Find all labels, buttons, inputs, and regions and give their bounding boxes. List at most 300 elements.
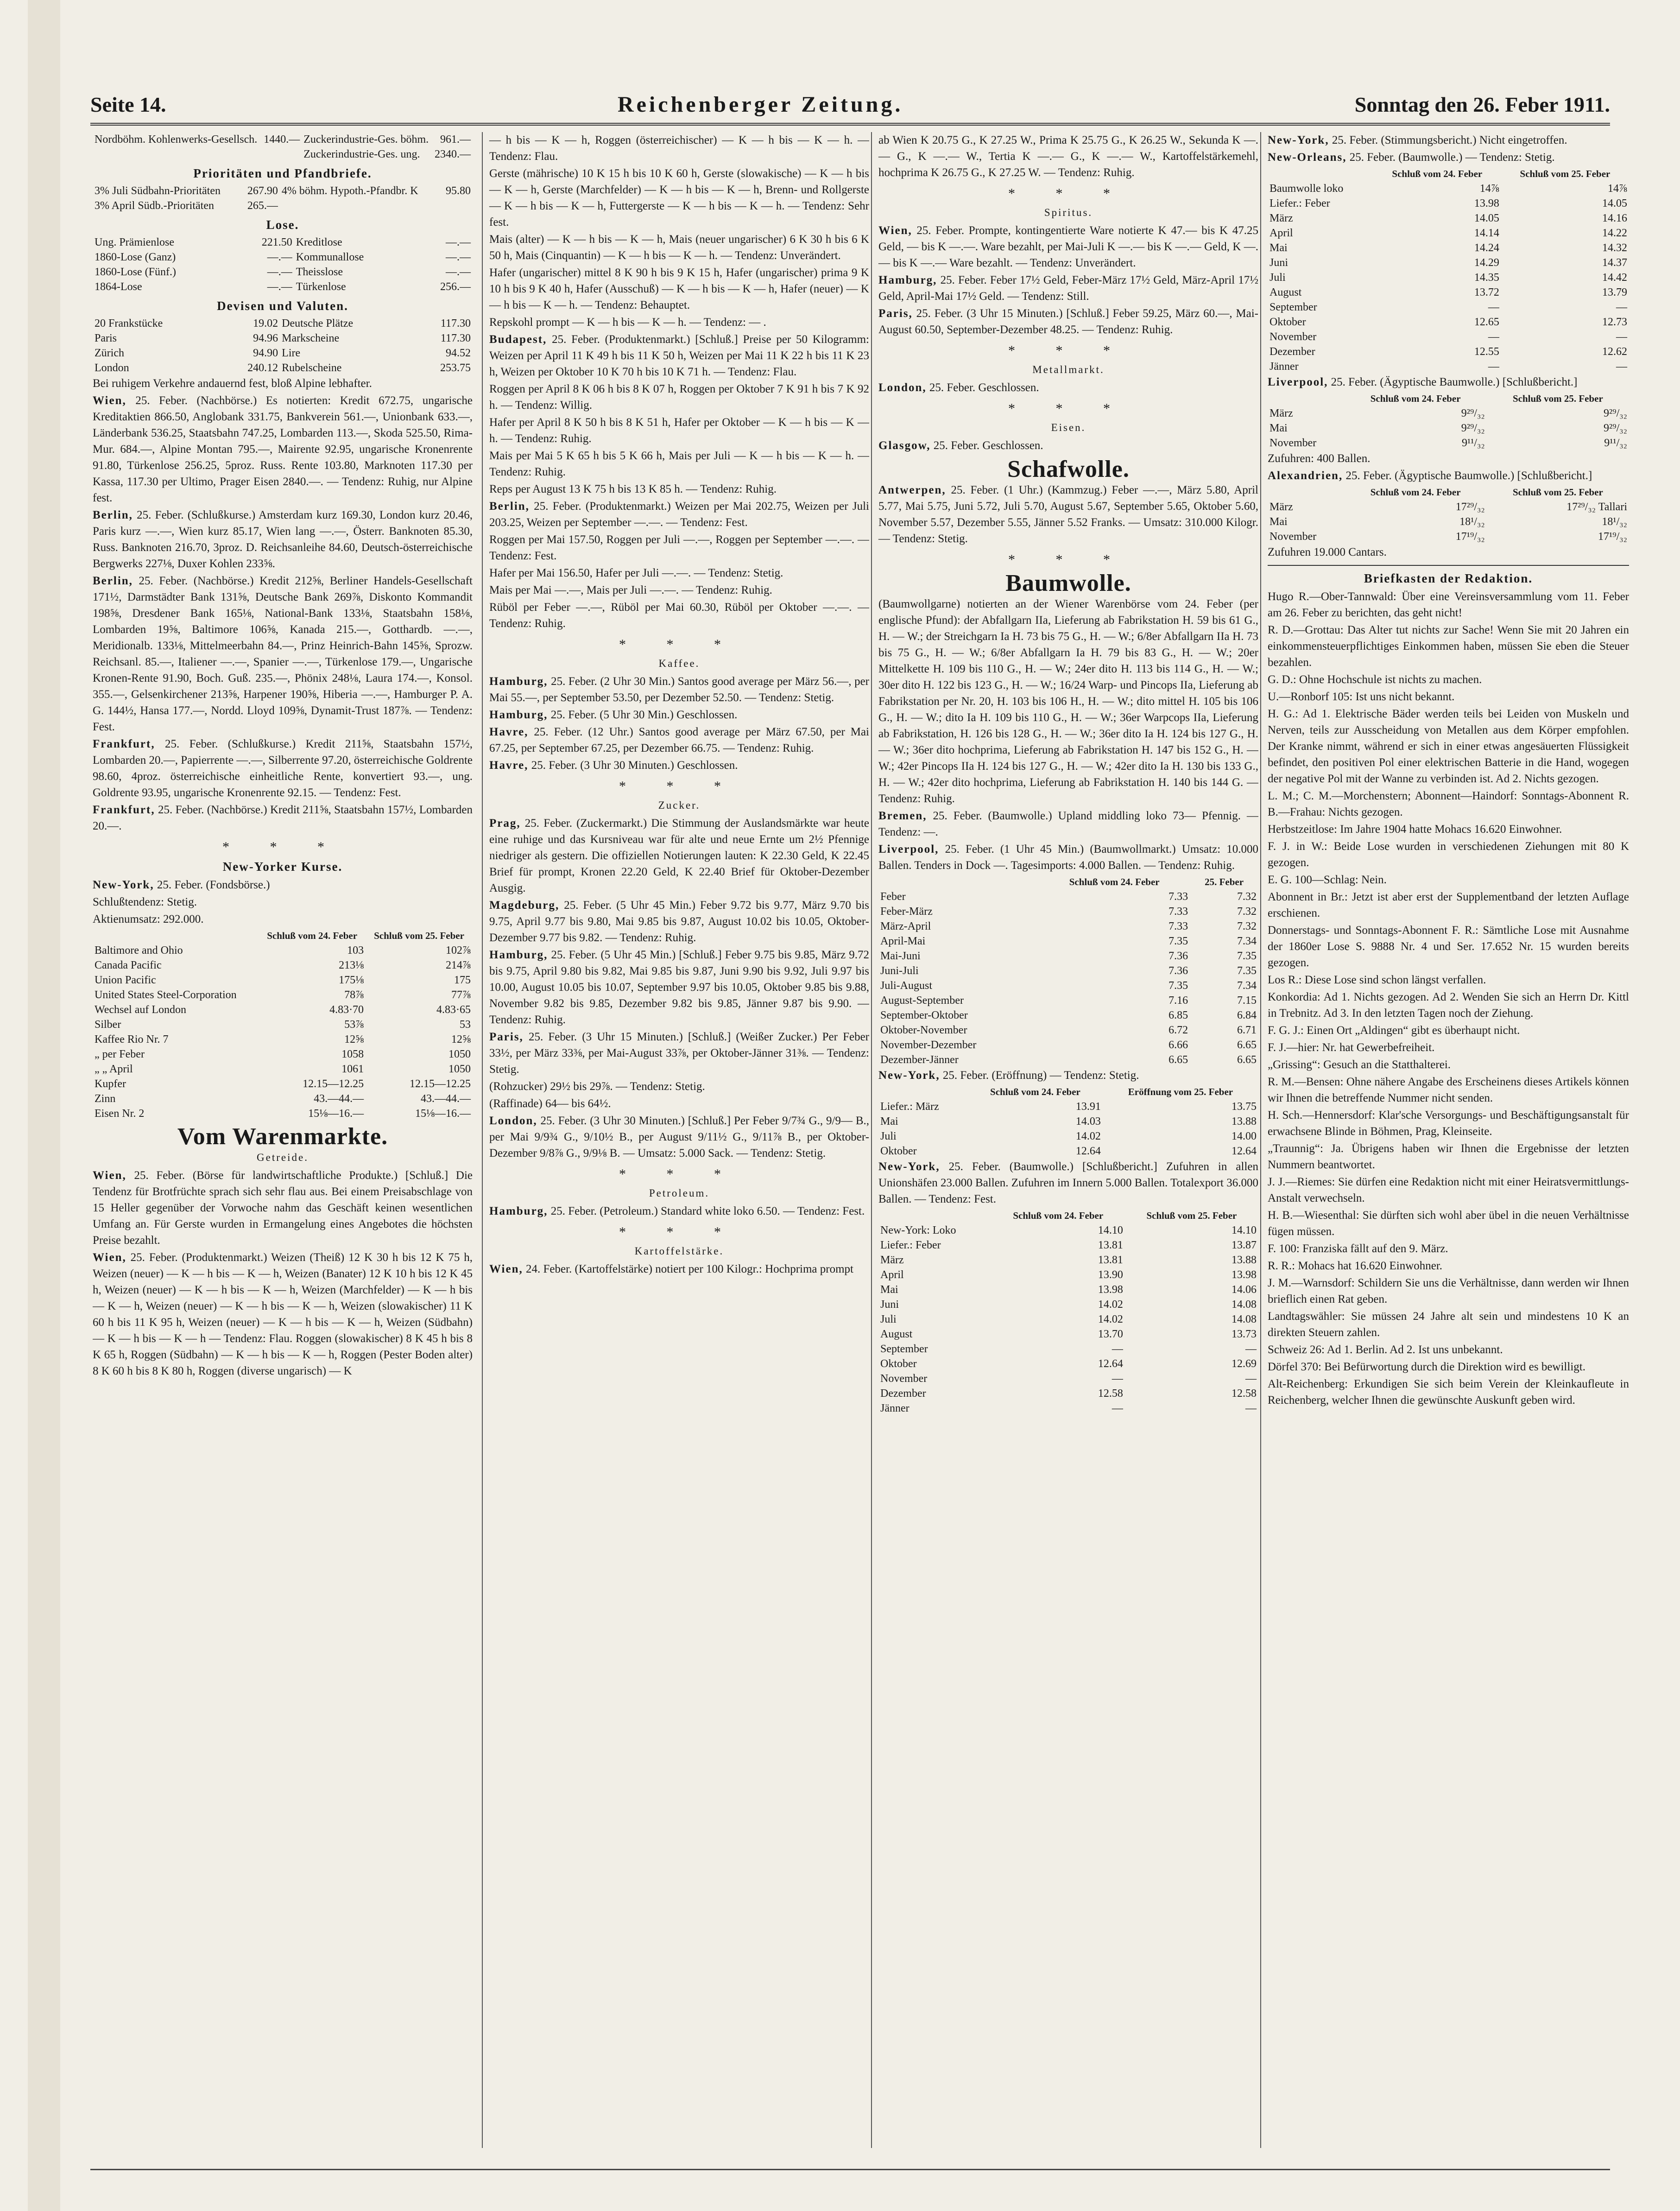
report-baumwollgarne: (Baumwollgarne) notierten an der Wiener Warenbörse vom 24. Feber (per englische Pfund): der Abfallgarn IIa, Lieferung ab Fabrikstation H. 59 bis 61 G., H. — W.; der Streichgarn Ia H. 73 bis 75 G., H. — W.; 6/8er Abfallgarn IIa H. 73 bis 75 G., H. — W.; 6/8er Abfallgarn Ia H. 79 bis 83 G., H. — W.; 20er Mittelkette H. 109 bis 110 G., H. — W.; 24er dito H. 113 bis 114 G., H. — W.; 30er dito H. 122 bis 123 G., H. — W.; 16/24 Warp- und Pincops IIa, Lieferung ab Fabrikstation per Nr. 20, H. 103 bis 106 H., H. — W.; dito mittel H. 105 bis 106 G., H. — W.; dito Ia H. 109 bis 110 G., H. — W.; 36er Warpcops IIa, Lieferung ab Fabrikstation, H. 126 bis 128 G., H. — W.; 36er dito Ia H. 124 bis 127 G., H. — W.; 36er dito hochprima, Lieferung ab Fabrikstation H. 147 bis 152 G., H. — W.; 42er Pincops IIa H. 124 bis 127 G., H. — W.; 42er dito Ia H. 130 bis 133 G., H. — W.; 42er dito hochprima, Lieferung ab Fabrikstation H. 140 bis 144 G. — Tendenz: Ruhig. bbox=[878, 598, 1258, 805]
berlin-rueboel: Rüböl per Feber —.—, Rüböl per Mai 60.30, Rüböl per Oktober —.—. — Tendenz: Ruhig. bbox=[489, 601, 869, 630]
briefkasten-entry: „Traunnig“: Ja. Übrigens haben wir Ihnen die Ergebnisse der letzten Nummern beantwortet. bbox=[1268, 1142, 1629, 1171]
table-cell: 1440.— bbox=[264, 133, 300, 146]
report-havre-1: Havre, 25. Feber. (12 Uhr.) Santos good average per März 67.50, per Mai 67.25, per September 67.25, per Dezember 66.75. — Tendenz: Ruhig. bbox=[489, 726, 869, 754]
table-cell: 1864-Lose bbox=[95, 281, 142, 293]
briefkasten-entry: L. M.; C. M.—Morchenstern; Abonnent—Haindorf: Sonntags-Abonnent R. B.—Frahau: Nichts gezogen. bbox=[1268, 790, 1629, 818]
table-cell: —.— bbox=[267, 266, 292, 278]
table-row bbox=[93, 1032, 473, 1047]
schafwolle-title: Schafwolle. bbox=[1007, 456, 1130, 482]
berlin-roggen: Roggen per Mai 157.50, Roggen per Juli —.—, Roggen per September —.—. — Tendenz: Fest. bbox=[489, 533, 869, 562]
table-cell: 13.88 bbox=[1232, 1115, 1257, 1128]
kartoffel-continued: ab Wien K 20.75 G., K 27.25 W., Prima K 25.75 G., K 26.25 W., Sekunda K —.— G., K —.— W., Tertia K —.— G., K —.— W., Kartoffelstärkemehl, hochprima K 26.75 G., K 27.25 W. — Tendenz: Ruhig. bbox=[878, 134, 1258, 179]
table-cell: Mai bbox=[880, 1115, 898, 1128]
table-cell: Canada Pacific bbox=[95, 959, 162, 971]
table-cell: —.— bbox=[446, 251, 471, 263]
briefkasten-entry: Donnerstags- und Sonntags-Abonnent F. R.: Sämtliche Lose mit Ausnahme der 1860er Lose S. 9888 Nr. 4 und Ser. 17.652 Nr. 15 wurden bereits gezogen. bbox=[1268, 924, 1629, 969]
table-cell: 2340.— bbox=[435, 148, 471, 160]
table-header-cell bbox=[1268, 166, 1373, 181]
table-header-cell: Schluß vom 24. Feber bbox=[1069, 876, 1160, 887]
table-cell: 103 bbox=[347, 944, 364, 957]
briefkasten-entry: Alt-Reichenberg: Erkundigen Sie sich beim Verein der Kleinkaufleute in Reichenberg, welcher Ihnen die gewünschte Auskunft geben wird. bbox=[1268, 1378, 1629, 1406]
report-wien-spiritus: Wien, 25. Feber. Prompte, kontingentierte Ware notierte K 47.— bis K 47.25 Geld, — bis K —.—. Ware bezahlt, per Mai-Juli K —.— bis K —.— Geld, K —.— bis K —.— Ware bezahlt. — Tendenz: Unverändert. bbox=[878, 224, 1258, 269]
briefkasten-entry: Abonnent in Br.: Jetzt ist aber erst der Supplementband der letzten Auflage erschienen. bbox=[1268, 891, 1629, 919]
table-cell: November bbox=[1269, 531, 1317, 543]
table-cell: — bbox=[1112, 1402, 1123, 1414]
briefkasten-entry: H. Sch.—Hennersdorf: Klar'sche Versorgungs- und Beschäftigungsanstalt für erwachsene Blinde in Böhmen, Prag, Kleinseite. bbox=[1268, 1109, 1629, 1138]
repskohl-report: Repskohl prompt — K — h bis — K — h. — Tendenz: — . bbox=[489, 316, 766, 329]
table-row bbox=[93, 1017, 473, 1032]
separator-stars: * * * bbox=[619, 1166, 739, 1182]
table-cell: Oktober bbox=[1269, 316, 1306, 328]
table-cell: Türkenlose bbox=[296, 281, 346, 293]
table-cell: 14.00 bbox=[1232, 1130, 1257, 1142]
table-cell: Eisen Nr. 2 bbox=[95, 1108, 145, 1120]
table-header-row bbox=[1268, 485, 1629, 500]
table-row bbox=[1268, 196, 1629, 211]
table-cell: Juli-August bbox=[880, 980, 933, 992]
table-row bbox=[878, 1038, 1258, 1052]
table-cell: 13.98 bbox=[1232, 1269, 1257, 1281]
report-liverpool: Liverpool, 25. Feber. (1 Uhr 45 Min.) (Baumwollmarkt.) Umsatz: 10.000 Ballen. Tenders in Dock —. Tagesimports: 4.000 Ballen. — Tendenz: Ruhig. bbox=[878, 843, 1258, 872]
table-row bbox=[1268, 500, 1629, 514]
table-cell: Juni bbox=[1269, 257, 1288, 269]
table-cell: 7.33 bbox=[1168, 906, 1188, 918]
table-cell: — bbox=[1616, 361, 1627, 373]
shares-table bbox=[93, 132, 473, 162]
table-row bbox=[93, 331, 473, 346]
table-header-cell bbox=[878, 874, 1039, 889]
table-row bbox=[878, 1223, 1258, 1238]
table-cell: Union Pacific bbox=[95, 974, 156, 986]
table-row bbox=[93, 1077, 473, 1091]
table-cell: 7.32 bbox=[1237, 891, 1257, 903]
report-ny-eroeffnung: New-York, 25. Feber. (Eröffnung) — Tendenz: Stetig. bbox=[878, 1069, 1139, 1082]
table-cell: 7.34 bbox=[1237, 980, 1257, 992]
table-cell: Juni-Juli bbox=[880, 965, 919, 977]
table-cell: 3% April Südb.-Prioritäten bbox=[95, 200, 214, 212]
table-cell: 9²⁹/₃₂ bbox=[1604, 422, 1627, 434]
table-cell: 13.73 bbox=[1232, 1328, 1257, 1340]
table-cell: Oktober bbox=[880, 1145, 917, 1157]
table-cell: Markscheine bbox=[282, 332, 340, 344]
table-cell: Juli bbox=[880, 1130, 897, 1142]
table-cell: 6.72 bbox=[1168, 1024, 1188, 1036]
table-cell: 7.35 bbox=[1237, 965, 1257, 977]
table-cell: Kreditlose bbox=[296, 236, 342, 248]
table-row bbox=[1268, 529, 1629, 544]
table-cell: 14.14 bbox=[1474, 227, 1499, 239]
table-row bbox=[93, 198, 473, 213]
table-cell: 12.73 bbox=[1602, 316, 1627, 328]
table-cell: Oktober bbox=[880, 1358, 917, 1370]
table-cell: 9¹¹/₃₂ bbox=[1461, 437, 1485, 449]
table-row bbox=[878, 1371, 1258, 1386]
column-2 bbox=[482, 132, 869, 2148]
table-header-cell bbox=[878, 1208, 992, 1223]
table-header-row bbox=[878, 874, 1258, 889]
spiritus-title: Spiritus. bbox=[1044, 207, 1093, 218]
paris-raffinade: (Raffinade) 64— bis 64½. bbox=[489, 1097, 611, 1110]
report-glasgow: Glasgow, 25. Feber. Geschlossen. bbox=[878, 439, 1043, 452]
table-header-cell: Schluß vom 24. Feber bbox=[1370, 393, 1461, 404]
table-cell: 12.64 bbox=[1232, 1145, 1257, 1157]
eisen-title: Eisen. bbox=[1051, 422, 1086, 433]
page-header bbox=[90, 86, 1610, 126]
paris-rohzucker: (Rohzucker) 29½ bis 29⅞. — Tendenz: Stetig. bbox=[489, 1080, 705, 1093]
table-cell: 1050 bbox=[448, 1063, 471, 1075]
ny-kurse-title: New-Yorker Kurse. bbox=[222, 860, 343, 874]
table-cell: 20 Frankstücke bbox=[95, 317, 163, 329]
table-cell: — bbox=[1245, 1373, 1257, 1385]
report-alexandrien: Alexandrien, 25. Feber. (Ägyptische Baumwolle.) [Schlußbericht.] bbox=[1268, 469, 1592, 482]
table-row bbox=[1268, 211, 1629, 226]
masthead: Reichenberger Zeitung. bbox=[617, 92, 903, 117]
table-cell: „ „ April bbox=[95, 1063, 133, 1075]
table-header-cell: Schluß vom 25. Feber bbox=[1512, 487, 1603, 498]
table-row bbox=[93, 147, 473, 162]
table-cell: Mai bbox=[1269, 422, 1288, 434]
table-cell: 78⅞ bbox=[344, 989, 364, 1001]
report-frankfurt-schlusskurse: Frankfurt, 25. Feber. (Schlußkurse.) Kredit 211⅝, Staatsbahn 157½, Lombarden 20.—, Papierrente —.—, Silberrente 97.20, österreichische Goldrente 98.60, 4proz. österreichische einheitliche Rente, konvertiert 93.—, ung. Goldrente 93.95, ungarische Kronenrente 92.15. — Tendenz: Fest. bbox=[93, 738, 473, 799]
table-cell: 17²⁹/₃₂ bbox=[1455, 501, 1485, 513]
separator-stars: * * * bbox=[619, 637, 739, 652]
table-cell: September bbox=[880, 1343, 928, 1355]
briefkasten-entry: F. G. J.: Einen Ort „Aldingen“ gibt es überhaupt nicht. bbox=[1268, 1024, 1520, 1037]
divider bbox=[1268, 565, 1629, 566]
table-cell: Dezember bbox=[880, 1387, 926, 1400]
table-cell: 12.58 bbox=[1232, 1387, 1257, 1400]
table-cell: September bbox=[1269, 301, 1317, 313]
briefkasten-entry: R. D.—Grottau: Das Alter tut nichts zur Sache! Wenn Sie mit 20 Jahren ein einkommensteuerpflichtiges Einkommen haben, müssen Sie eben die Steuer bezahlen. bbox=[1268, 624, 1629, 669]
metallmarkt-title: Metallmarkt. bbox=[1032, 364, 1105, 375]
separator-stars: * * * bbox=[619, 1224, 739, 1240]
report-frankfurt-nachboerse: Frankfurt, 25. Feber. (Nachbörse.) Kredit 211⅝, Staatsbahn 157½, Lombarden 20.—. bbox=[93, 804, 473, 832]
table-cell: 7.36 bbox=[1168, 965, 1188, 977]
table-row bbox=[878, 949, 1258, 963]
table-row bbox=[1268, 344, 1629, 359]
table-row bbox=[878, 1356, 1258, 1371]
report-bremen: Bremen, 25. Feber. (Baumwolle.) Upland middling loko 73— Pfennig. — Tendenz: —. bbox=[878, 810, 1258, 838]
table-cell: 6.65 bbox=[1237, 1039, 1257, 1051]
table-cell: 12.64 bbox=[1075, 1145, 1101, 1157]
table-cell: 13.90 bbox=[1098, 1269, 1123, 1281]
table-cell: 214⅞ bbox=[446, 959, 471, 971]
issue-date: Sonntag den 26. Feber 1911. bbox=[1354, 92, 1610, 116]
table-header-row bbox=[93, 928, 473, 943]
table-cell: — bbox=[1616, 331, 1627, 343]
report-berlin-nachboerse: Berlin, 25. Feber. (Nachbörse.) Kredit 212⅝, Berliner Handels-Gesellschaft 171½, Darmstädter Bank 131⅝, Deutsche Bank 269⅞, Diskonto Kommandit 198⅝, Dresdener Bank 165⅛, National-Bank 133⅛, Staatsbahn 158⅛, Lombarden 19⅝, Baltimore 106⅝, Kanada 215.—, Gotthardb. —.—, Meridionalb. 133⅛, Mittelmeerbahn 84.—, Prinz Heinrich-Bahn 145⅝, Sprozw. Reichsanl. 85.—, Italiener —.—, Spanier —.—, Türkenlose 179.—, Ungarische Kronen-Rente 91.90, Boch. Guß. 235.—, Phönix 248⅛, Laura 174.—, Konsol. 355.—, Gelsenkirchener 213⅝, Harpener 190⅝, Hiberia —.—, Hamburger P. A. G. 144½, Hansa 177.—, Nordd. Lloyd 109⅝, Dynamit-Trust 187⅞. — Tendenz: Fest. bbox=[93, 575, 473, 733]
table-cell: September-Oktober bbox=[880, 1009, 968, 1021]
table-cell: New-York: Loko bbox=[880, 1224, 956, 1236]
table-cell: Feber bbox=[880, 891, 906, 903]
table-cell: 7.33 bbox=[1168, 920, 1188, 932]
report-wien-produktenmarkt: Wien, 25. Feber. (Produktenmarkt.) Weizen (Theiß) 12 K 30 h bis 12 K 75 h, Weizen (neuer) — K — h bis — K — h, Weizen (Banater) 12 K 10 h bis 12 K 45 h, Weizen (neuer) — K — h bis — K — h, Weizen (Marchfelder) — K — h bis — K — h, Weizen (neuer) — K — h bis — K — h, Weizen (slowakischer) 11 K 60 h bis 11 K 95 h, Weizen (neuer) — K — h bis — K — h, Weizen (Südbahn) — K — h bis — K — h — Tendenz: Flau. Roggen (slowakischer) 8 K 45 h bis 8 K 65 h, Roggen (Südbahn) — K — h bis — K — h, Roggen (Pester Boden alter) 8 K 60 h bis 8 K 80 h, Roggen (diverse ungarisch) — K bbox=[93, 1251, 473, 1377]
table-cell: 14.16 bbox=[1602, 212, 1627, 224]
table-cell: Ung. Prämienlose bbox=[95, 236, 174, 248]
table-cell: Deutsche Plätze bbox=[282, 317, 354, 329]
table-cell: 256.— bbox=[440, 281, 471, 293]
table-cell: 14.37 bbox=[1602, 257, 1627, 269]
table-cell: United States Steel-Corporation bbox=[95, 989, 237, 1001]
warenmarkt-title: Vom Warenmarkte. bbox=[177, 1123, 388, 1150]
page-number: Seite 14. bbox=[90, 92, 166, 116]
table-cell: April bbox=[1269, 227, 1293, 239]
briefkasten-list bbox=[1268, 589, 1629, 1408]
table-cell: 13.79 bbox=[1602, 286, 1627, 298]
table-header-cell: Schluß vom 24. Feber bbox=[267, 930, 358, 941]
berlin-mais: Mais per Mai —.—, Mais per Juli —.—. — Tendenz: Ruhig. bbox=[489, 584, 772, 596]
table-cell: 9²⁹/₃₂ bbox=[1461, 407, 1485, 419]
briefkasten-entry: F. 100: Franziska fällt auf den 9. März. bbox=[1268, 1242, 1448, 1255]
table-cell: März bbox=[880, 1254, 904, 1266]
report-hamburg-zucker: Hamburg, 25. Feber. (5 Uhr 45 Min.) [Schluß.] Feber 9.75 bis 9.85, März 9.72 bis 9.75, April 9.80 bis 9.82, Mai 9.85 bis 9.87, Juni 9.90 bis 9.92, Juli 9.97 bis 10.00, August 10.05 bis 10.07, September 9.97 bis 10.05, Oktober 9.85 bis 9.88, November 9.82 bis 9.85, Dezember 9.82 bis 9.85, Jänner 9.87 bis 9.90. — Tendenz: Ruhig. bbox=[489, 949, 869, 1026]
table-cell: Mai bbox=[1269, 516, 1288, 528]
table-row bbox=[878, 1312, 1258, 1327]
table-cell: 253.75 bbox=[440, 362, 471, 374]
table-cell bbox=[440, 198, 473, 213]
table-cell: 7.35 bbox=[1237, 950, 1257, 962]
mais-report: Mais (alter) — K — h bis — K — h, Mais (neuer ungarischer) 6 K 30 h bis 6 K 50 h, Mais (Cinquantin) — K — h bis — K — h. — Tendenz: Unverändert. bbox=[489, 233, 869, 262]
table-cell: 7.16 bbox=[1168, 995, 1188, 1007]
table-cell bbox=[93, 147, 261, 162]
table-header-row bbox=[878, 1208, 1258, 1223]
separator-stars: * * * bbox=[1008, 343, 1129, 358]
table-cell: April bbox=[880, 1269, 904, 1281]
table-cell: Kommunallose bbox=[296, 251, 364, 263]
report-ny-schlussbericht: New-York, 25. Feber. (Baumwolle.) [Schlußbericht.] Zufuhren in allen Unionshäfen 23.000 Ballen. Zufuhren im Innern 5.000 Ballen. Totalexport 36.000 Ballen. — Tendenz: Fest. bbox=[878, 1160, 1258, 1205]
table-cell: 14.42 bbox=[1602, 272, 1627, 284]
table-cell: 17¹⁹/₃₂ bbox=[1455, 531, 1485, 543]
table-header-cell: Schluß vom 25. Feber bbox=[1146, 1210, 1237, 1221]
table-header-row bbox=[878, 1084, 1258, 1099]
report-new-orleans: New-Orleans, 25. Feber. (Baumwolle.) — Tendenz: Stetig. bbox=[1268, 151, 1555, 164]
separator-stars: * * * bbox=[222, 839, 343, 855]
report-liverpool-aegypt: Liverpool, 25. Feber. (Ägyptische Baumwolle.) [Schlußbericht.] bbox=[1268, 376, 1578, 388]
separator-stars: * * * bbox=[619, 779, 739, 794]
table-cell: 18¹/₃₂ bbox=[1459, 516, 1485, 528]
budapest-roggen: Roggen per April 8 K 06 h bis 8 K 07 h, Roggen per Oktober 7 K 91 h bis 7 K 92 h. — Tendenz: Willig. bbox=[489, 383, 869, 412]
ny-aktienumsatz: Aktienumsatz: 292.000. bbox=[93, 913, 204, 925]
lose-title: Lose. bbox=[266, 218, 299, 232]
table-cell: — bbox=[1488, 301, 1499, 313]
table-cell: 1058 bbox=[341, 1048, 364, 1060]
table-cell: — bbox=[1245, 1402, 1257, 1414]
table-cell: Lire bbox=[282, 347, 301, 359]
table-cell: 15⅛—16.— bbox=[308, 1108, 364, 1120]
table-row bbox=[1268, 285, 1629, 300]
table-cell: 4% böhm. Hypoth.-Pfandbr. K bbox=[281, 185, 418, 197]
table-row bbox=[878, 963, 1258, 978]
table-cell: 13.75 bbox=[1232, 1101, 1257, 1113]
table-row bbox=[878, 1114, 1258, 1129]
table-cell: 7.15 bbox=[1237, 995, 1257, 1007]
table-row bbox=[93, 973, 473, 988]
table-row bbox=[878, 919, 1258, 934]
table-cell: Wechsel auf London bbox=[95, 1004, 186, 1016]
table-header-cell bbox=[93, 928, 259, 943]
table-row bbox=[93, 361, 473, 375]
table-cell: 17¹⁹/₃₂ bbox=[1598, 531, 1627, 543]
table-cell: 221.50 bbox=[261, 236, 292, 248]
table-cell: März bbox=[1269, 501, 1293, 513]
devisen-title: Devisen und Valuten. bbox=[217, 299, 348, 313]
briefkasten-entry: „Grissing“: Gesuch an die Statthalterei. bbox=[1268, 1058, 1451, 1071]
table-cell: Paris bbox=[95, 332, 117, 344]
report-prag-zucker: Prag, 25. Feber. (Zuckermarkt.) Die Stimmung der Auslandsmärkte war heute eine ruhige und das Kursniveau war für alte und neue Ernte um 2½ Pfennige niedriger als gestern. Die offiziellen Notierungen lauten: K 22.30 Geld, K 22.45 Brief für prompt, Kronen 22.20 Geld, K 22.40 Brief für Oktober-Dezember Ausgig. bbox=[489, 817, 869, 894]
budapest-hafer: Hafer per April 8 K 50 h bis 8 K 51 h, Hafer per Oktober — K — h bis — K — h. — Tendenz: Ruhig. bbox=[489, 416, 869, 445]
table-cell: Mai bbox=[1269, 242, 1288, 254]
table-cell: 53 bbox=[460, 1019, 471, 1031]
table-cell: 6.85 bbox=[1168, 1009, 1188, 1021]
table-cell: November bbox=[880, 1373, 928, 1385]
briefkasten-entry: Konkordia: Ad 1. Nichts gezogen. Ad 2. Wenden Sie sich an Herrn Dr. Kittl in Trebnitz. Ad 3. In den letzten Tagen noch der Ziehung. bbox=[1268, 991, 1629, 1020]
briefkasten-entry: F. J.—hier: Nr. hat Gewerbefreiheit. bbox=[1268, 1041, 1435, 1054]
table-cell: 117.30 bbox=[440, 317, 471, 329]
briefkasten-entry: R. R.: Mohacs hat 16.620 Einwohner. bbox=[1268, 1260, 1443, 1272]
table-cell: November bbox=[1269, 437, 1317, 449]
table-cell: 13.88 bbox=[1232, 1254, 1257, 1266]
table-row bbox=[93, 235, 473, 250]
table-cell: 14.10 bbox=[1098, 1224, 1123, 1236]
table-row bbox=[93, 346, 473, 361]
ny-stocks-table bbox=[93, 928, 473, 1121]
briefkasten-entry: J. J.—Riemes: Sie dürfen eine Redaktion nicht mit einer Heiratsvermittlungs-Anstalt verwechseln. bbox=[1268, 1176, 1629, 1204]
table-cell: 12.15—12.25 bbox=[410, 1078, 471, 1090]
table-header-cell: Schluß vom 24. Feber bbox=[990, 1086, 1080, 1097]
prior-table bbox=[93, 184, 473, 213]
table-row bbox=[878, 1008, 1258, 1023]
table-cell: November-Dezember bbox=[880, 1039, 977, 1051]
petroleum-title: Petroleum. bbox=[649, 1187, 710, 1199]
table-cell: 18¹/₃₂ bbox=[1602, 516, 1627, 528]
table-cell: Zürich bbox=[95, 347, 124, 359]
table-row bbox=[93, 279, 473, 294]
table-cell: 13.87 bbox=[1232, 1239, 1257, 1251]
table-cell: Baltimore and Ohio bbox=[95, 944, 183, 957]
briefkasten-entry: H. G.: Ad 1. Elektrische Bäder werden teils bei Leiden von Muskeln und Nerven, teils zur Ausscheidung von Metallen aus dem Körper empfohlen. Der Kranke nimmt, während er sich in einer etwas angesäuerten Flüssigkeit befindet, den positiven Pol einer elektrischen Batterie in die Hand, wogegen der negative Pol mit der Wanne zu verbinden ist. Ad 2. Nichts gezogen. bbox=[1268, 708, 1629, 785]
table-cell: 7.36 bbox=[1168, 950, 1188, 962]
table-cell: 12.69 bbox=[1232, 1358, 1257, 1370]
table-cell: 267.90 bbox=[247, 185, 278, 197]
table-row bbox=[878, 1129, 1258, 1144]
table-row bbox=[878, 1282, 1258, 1297]
table-cell: 6.65 bbox=[1237, 1054, 1257, 1066]
table-cell: — bbox=[1488, 331, 1499, 343]
prior-title: Prioritäten und Pfandbriefe. bbox=[193, 166, 372, 180]
table-cell: Mai-Juni bbox=[880, 950, 921, 962]
briefkasten-entry: F. J. in W.: Beide Lose wurden in verschiedenen Ziehungen mit 80 K gezogen. bbox=[1268, 840, 1629, 869]
table-cell: — bbox=[1616, 301, 1627, 313]
table-cell: 7.35 bbox=[1168, 980, 1188, 992]
table-cell: „ per Feber bbox=[95, 1048, 145, 1060]
table-cell: 7.32 bbox=[1237, 906, 1257, 918]
table-header-cell: Schluß vom 25. Feber bbox=[1520, 168, 1611, 179]
briefkasten-entry: R. M.—Bensen: Ohne nähere Angabe des Erscheinens dieses Artikels können wir Ihnen die betreffende Nummer nicht senden. bbox=[1268, 1076, 1629, 1104]
table-row bbox=[93, 265, 473, 279]
table-cell: 12.62 bbox=[1602, 346, 1627, 358]
table-cell: 7.35 bbox=[1168, 935, 1188, 947]
table-row bbox=[1268, 226, 1629, 241]
briefkasten-entry: Schweiz 26: Ad 1. Berlin. Ad 2. Ist uns unbekannt. bbox=[1268, 1343, 1503, 1356]
table-cell: 13.98 bbox=[1098, 1284, 1123, 1296]
separator-stars: * * * bbox=[1008, 186, 1129, 201]
report-wien-kartoffel: Wien, 24. Feber. (Kartoffelstärke) notiert per 100 Kilogr.: Hochprima prompt bbox=[489, 1263, 853, 1275]
liverpool-table bbox=[878, 874, 1258, 1067]
budapest-reps: Reps per August 13 K 75 h bis 13 K 85 h. — Tendenz: Ruhig. bbox=[489, 483, 777, 495]
ny-schluss-table bbox=[878, 1208, 1258, 1416]
table-cell: März-April bbox=[880, 920, 931, 932]
table-cell: 12.65 bbox=[1474, 316, 1499, 328]
table-header-cell: Schluß vom 25. Feber bbox=[1512, 393, 1603, 404]
briefkasten-entry: Los R.: Diese Lose sind schon längst verfallen. bbox=[1268, 974, 1486, 986]
table-row bbox=[93, 316, 473, 331]
report-wien-nachboerse: Wien, 25. Feber. (Nachbörse.) Es notierten: Kredit 672.75, ungarische Kreditaktien 866.50, Anglobank 331.75, Bankverein 561.—, Unionbank 633.—, Länderbank 536.25, Staatsbahn 747.25, Lombarden 113.—, Skoda 525.50, Rima-Mur. 684.—, Alpine Montan 795.—, Mairente 92.95, ungarische Kronenrente 91.80, Türkenlose 256.25, 5proz. Russ. Rente 103.80, Marknoten 117.30 per Kassa, 117.30 per Ultimo, Prager Eisen 2840.—. — Tendenz: Ruhig, nur Alpine fest. bbox=[93, 394, 473, 504]
table-row bbox=[93, 943, 473, 958]
table-cell bbox=[280, 198, 440, 213]
table-row bbox=[878, 1386, 1258, 1401]
table-row bbox=[878, 934, 1258, 949]
table-row bbox=[93, 988, 473, 1002]
table-cell: 14.10 bbox=[1232, 1224, 1257, 1236]
table-cell: 14⅞ bbox=[1479, 183, 1499, 195]
table-row bbox=[1268, 315, 1629, 329]
table-cell: Liefer.: März bbox=[880, 1101, 939, 1113]
liverpool-zufuhr: Zufuhren: 400 Ballen. bbox=[1268, 452, 1371, 465]
table-cell: 14.02 bbox=[1098, 1299, 1123, 1311]
table-header-cell: Schluß vom 24. Feber bbox=[1370, 487, 1461, 498]
table-cell: 14.29 bbox=[1474, 257, 1499, 269]
separator-stars: * * * bbox=[1008, 552, 1129, 567]
table-cell: 94.52 bbox=[446, 347, 471, 359]
table-cell: —.— bbox=[267, 251, 292, 263]
briefkasten-entry: U.—Ronborf 105: Ist uns nicht bekannt. bbox=[1268, 691, 1455, 703]
table-cell: 14.03 bbox=[1075, 1115, 1101, 1128]
table-row bbox=[1268, 406, 1629, 421]
table-row bbox=[93, 958, 473, 973]
table-cell: Kupfer bbox=[95, 1078, 126, 1090]
table-row bbox=[878, 904, 1258, 919]
table-row bbox=[878, 1144, 1258, 1159]
report-antwerpen: Antwerpen, 25. Feber. (1 Uhr.) (Kammzug.) Feber —.—, März 5.80, April 5.77, Mai 5.75, Juni 5.72, Juli 5.70, August 5.67, September 5.65, Oktober 5.60, November 5.57, Dezember 5.55, Jänner 5.52 Franks. — Umsatz: 310.000 Kilogr. — Tendenz: Stetig. bbox=[878, 484, 1258, 545]
briefkasten-entry: Herbstzeitlose: Im Jahre 1904 hatte Mohacs 16.620 Einwohner. bbox=[1268, 823, 1562, 836]
binding-gutter bbox=[28, 0, 60, 2211]
report-magdeburg: Magdeburg, 25. Feber. (5 Uhr 45 Min.) Feber 9.72 bis 9.77, März 9.70 bis 9.75, April 9.77 bis 9.80, Mai 9.85 bis 9.87, August 10.02 bis 10.05, Oktober-Dezember 9.77 bis 9.82. — Tendenz: Ruhig. bbox=[489, 899, 869, 944]
report-london-zucker: London, 25. Feber. (3 Uhr 30 Minuten.) [Schluß.] Per Feber 9/7¾ G., 9/9— B., per Mai 9/9¾ G., 9/10½ B., per August 9/11½ G., 9/11⅞ B., per Oktober-Dezember 9/8⅞ G., 9/9⅛ B. — Umsatz: 5.000 Sack. — Tendenz: Stetig. bbox=[489, 1115, 869, 1159]
table-cell: August bbox=[880, 1328, 913, 1340]
table-cell: 4.83·65 bbox=[436, 1004, 471, 1016]
table-cell: Dezember-Jänner bbox=[880, 1054, 959, 1066]
table-row bbox=[878, 1253, 1258, 1267]
table-header-cell: Schluß vom 24. Feber bbox=[1392, 168, 1483, 179]
table-cell: 12.15—12.25 bbox=[303, 1078, 364, 1090]
table-cell: 1860-Lose (Ganz) bbox=[95, 251, 176, 263]
table-row bbox=[93, 250, 473, 265]
table-cell: 14.02 bbox=[1098, 1313, 1123, 1325]
table-cell: — bbox=[1245, 1343, 1257, 1355]
table-cell: Jänner bbox=[1269, 361, 1299, 373]
table-cell: 13.98 bbox=[1474, 197, 1499, 209]
table-cell: Zinn bbox=[95, 1093, 116, 1105]
berlin-hafer: Hafer per Mai 156.50, Hafer per Juli —.—. — Tendenz: Stetig. bbox=[489, 567, 783, 579]
table-cell: — bbox=[1112, 1343, 1123, 1355]
table-cell: —.— bbox=[446, 266, 471, 278]
table-row bbox=[93, 1091, 473, 1106]
report-wien-getreide: Wien, 25. Feber. (Börse für landwirtschaftliche Produkte.) [Schluß.] Die Tendenz für Brotfrüchte sprach sich sehr flau aus. Bei einem Preisabschlage von 15 Heller gegenüber der Vorwoche nahm das Geschäft keinen wesentlichen Umfang an. Für Gerste wurden in Ermangelung eines Angebotes die höchsten Preise bezahlt. bbox=[93, 1169, 473, 1247]
report-berlin-produkten: Berlin, 25. Feber. (Produktenmarkt.) Weizen per Mai 202.75, Weizen per Juli 203.25, Weizen per September —.—. — Tendenz: Fest. bbox=[489, 500, 869, 529]
report-ny-fondsboerse: New-York, 25. Feber. (Fondsbörse.) bbox=[93, 879, 270, 891]
table-cell: 12⅝ bbox=[451, 1033, 471, 1045]
report-ny-stimmung: New-York, 25. Feber. (Stimmungsbericht.) Nicht eingetroffen. bbox=[1268, 134, 1567, 146]
